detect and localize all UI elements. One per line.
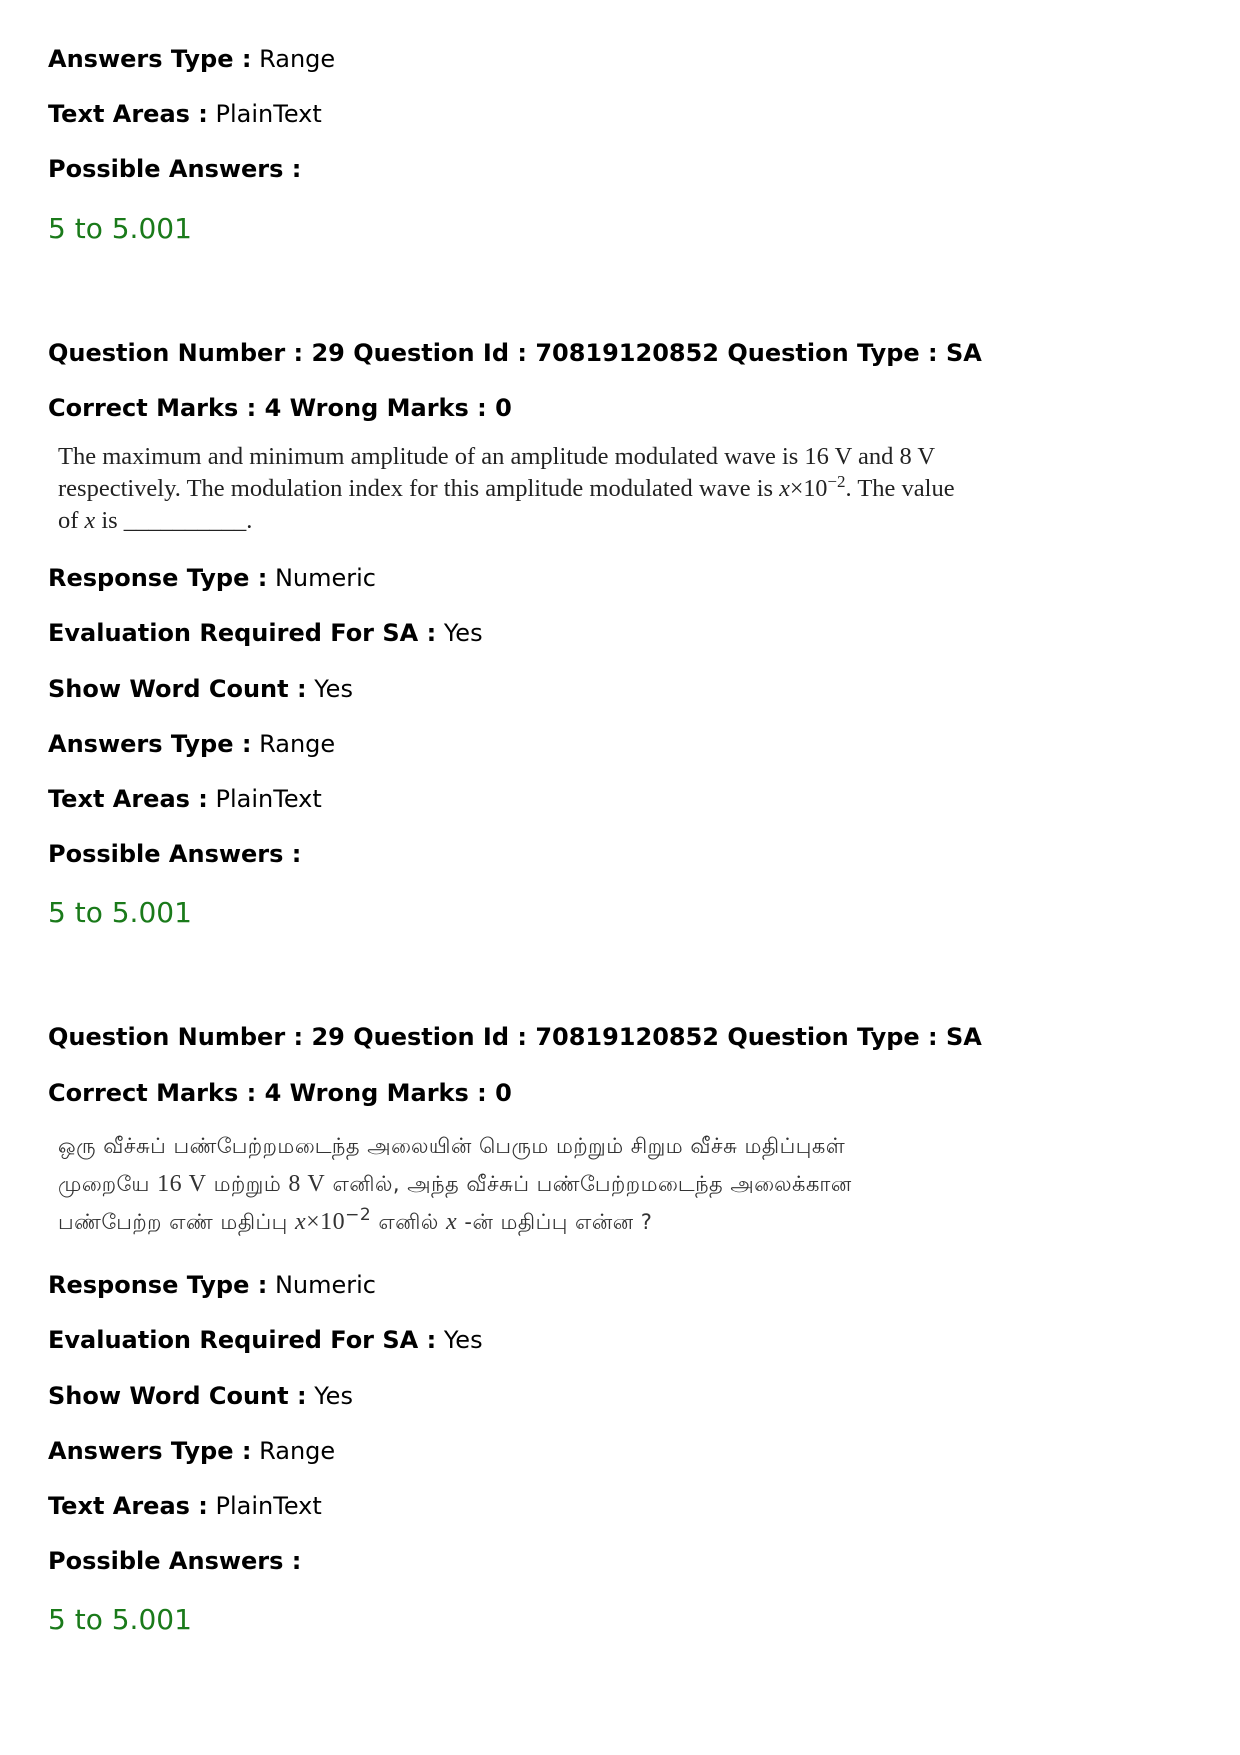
answers-type-value: Range: [259, 45, 336, 73]
possible-answer-value: 5 to 5.001: [48, 896, 192, 929]
question-line: பண்பேற்ற எண் மதிப்பு $x\times 10^{-2}$ எனில் x -ன் மதிப்பு என்ன ?: [58, 1205, 653, 1235]
response-type-value: Numeric: [274, 564, 376, 592]
evaluation-label: Evaluation Required For SA :: [48, 619, 437, 647]
evaluation-value: Yes: [443, 619, 483, 647]
response-type-value: Numeric: [274, 1271, 376, 1299]
answers-type-row: [48, 1436, 335, 1466]
marks-text: Correct Marks : 4 Wrong Marks : 0: [48, 1079, 512, 1107]
marks-row: [48, 393, 512, 423]
marks-row: [48, 1078, 512, 1108]
marks-text: Correct Marks : 4 Wrong Marks : 0: [48, 394, 512, 422]
show-word-count-row: [48, 674, 353, 704]
possible-answers-row: [48, 1546, 301, 1576]
possible-answers-label: Possible Answers :: [48, 155, 302, 183]
answers-type-label: Answers Type :: [48, 730, 252, 758]
response-type-row: [48, 563, 376, 593]
evaluation-label: Evaluation Required For SA :: [48, 1326, 437, 1354]
question-header: [48, 338, 982, 368]
show-word-count-label: Show Word Count :: [48, 675, 307, 703]
question-line: முறையே 16 V மற்றும் 8 V எனில், அந்த வீச்சுப் பண்பேற்றமடைந்த அலைக்கான: [58, 1171, 852, 1197]
response-type-label: Response Type :: [48, 564, 268, 592]
text-areas-label: Text Areas :: [48, 785, 208, 813]
response-type-row: [48, 1270, 376, 1300]
possible-answers-row: [48, 839, 301, 869]
answers-type-row: [48, 729, 335, 759]
text-areas-value: PlainText: [215, 785, 322, 813]
text-areas-label: Text Areas :: [48, 1492, 208, 1520]
answers-type-value: Range: [259, 1437, 336, 1465]
possible-answers-label: Possible Answers :: [48, 1547, 302, 1575]
text-areas-row: [48, 99, 322, 129]
question-text-tamil: [58, 1127, 958, 1241]
answers-type-row: [48, 44, 335, 74]
evaluation-row: [48, 1325, 483, 1355]
show-word-count-value: Yes: [314, 675, 353, 703]
show-word-count-label: Show Word Count :: [48, 1382, 307, 1410]
text-areas-label: Text Areas :: [48, 100, 208, 128]
text-areas-value: PlainText: [215, 1492, 322, 1520]
text-areas-row: [48, 784, 322, 814]
show-word-count-row: [48, 1381, 353, 1411]
question-header: [48, 1022, 982, 1052]
answers-type-value: Range: [259, 730, 336, 758]
evaluation-row: [48, 618, 483, 648]
text-areas-row: [48, 1491, 322, 1521]
response-type-label: Response Type :: [48, 1271, 268, 1299]
possible-answers-row: [48, 154, 301, 184]
question-line: ஒரு வீச்சுப் பண்பேற்றமடைந்த அலையின் பெரும மற்றும் சிறும வீச்சு மதிப்புகள்: [58, 1134, 846, 1158]
possible-answer-value: 5 to 5.001: [48, 1603, 192, 1636]
possible-answers-label: Possible Answers :: [48, 840, 302, 868]
answers-type-label: Answers Type :: [48, 1437, 252, 1465]
text-areas-value: PlainText: [215, 100, 322, 128]
question-header-text: Question Number : 29 Question Id : 70819120852 Question Type : SA: [48, 1023, 982, 1051]
question-header-text: Question Number : 29 Question Id : 70819120852 Question Type : SA: [48, 339, 982, 367]
answers-type-label: Answers Type :: [48, 45, 252, 73]
show-word-count-value: Yes: [314, 1382, 353, 1410]
question-text-english: The maximum and minimum amplitude of an amplitude modulated wave is 16 V and 8 V respectively. The modulation index for this amplitude modulated wave is $x\times 10^{-2}$. The value of x is __________.: [58, 443, 955, 534]
evaluation-value: Yes: [443, 1326, 483, 1354]
possible-answer-value: 5 to 5.001: [48, 212, 192, 245]
